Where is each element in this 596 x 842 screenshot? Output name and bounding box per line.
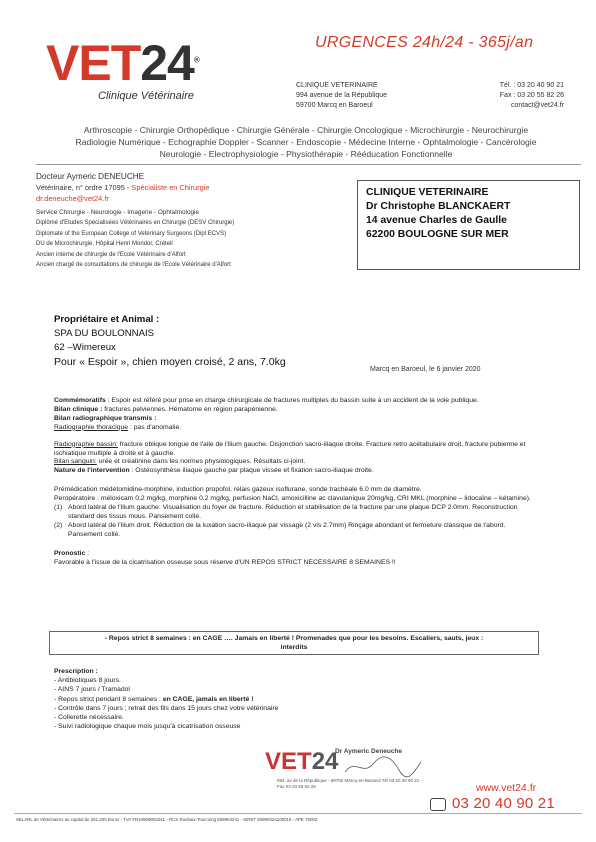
- clinic-city: 59700 Marcq en Baroeul: [296, 102, 373, 109]
- logo-wordmark: [46, 35, 226, 91]
- step-text: Abord latéral de l'ilium gauche. Visualisation du foyer de fracture. Réduction et stabilisation de la fracture par une plaque DCP 2.0mm. Reconstruction standard des tissus mous. Pansement collé.: [68, 504, 518, 520]
- prescription-item-emphasis: en CAGE, jamais en liberté !: [162, 695, 254, 703]
- owner-title: Propriétaire et Animal :: [54, 314, 160, 325]
- report-step: [54, 522, 532, 540]
- clinic-address: [296, 81, 387, 111]
- credential-item: Diplômé d'Etudes Spécialisées Vétérinaires en Chirurgie (DESV Chirurgie): [36, 220, 235, 226]
- doctor-name: Docteur Aymeric DENEUCHE: [36, 172, 145, 181]
- clinic-email[interactable]: contact@vet24.fr: [510, 102, 564, 109]
- doctor-order-number: Vétérinaire, n° ordre 17095 -: [36, 183, 132, 192]
- letter-date: Marcq en Baroeul, le 6 janvier 2020: [370, 366, 481, 373]
- signature-name: Dr Aymeric Deneuche: [335, 748, 403, 755]
- signature-scribble: [343, 754, 423, 780]
- report-pronostic-text: Favorable à l'issue de la cicatrisation osseuse sous réserve d'UN REPOS STRICT NECESSAIRE 8 SEMAINES !!: [54, 558, 396, 566]
- step-text: Abord latéral de l'ilium droit. Réduction de la luxation sacro-iliaque par vissage (2 vis 2.7mm) Rinçage abondant et fermeture classique de l'abord. Pansement collé.: [68, 521, 506, 538]
- report-bilan-sanguin: [54, 458, 532, 467]
- report-label: Bilan sanguin:: [54, 458, 97, 466]
- recipient-line: CLINIQUE VETERINAIRE: [366, 187, 489, 198]
- owner-location: 62 –Wimereux: [54, 342, 116, 353]
- report-radio-bassin: [54, 441, 532, 459]
- step-number: (1): [54, 504, 63, 512]
- report-bilan-radio: Bilan radiographique transmis :: [54, 414, 157, 422]
- prescription-item: - Suivi radiologique chaque mois jusqu'à cicatrisation osseuse: [54, 723, 241, 731]
- report-label: Radiographie thoracique: [54, 423, 129, 431]
- recipient-line: 62200 BOULOGNE SUR MER: [366, 229, 509, 240]
- prescription-item: - Contrôle dans 7 jours ; retrait des fils dans 15 jours chez votre vétérinaire: [54, 704, 279, 712]
- prescription-item-text: - Repos strict pendant 8 semaines :: [54, 695, 163, 703]
- report-pronostic-label: [54, 550, 532, 559]
- report-text: urée et créatinine dans les normes physiologiques. Résultats ci-joint.: [96, 458, 306, 466]
- specialties-line: Radiologie Numérique - Echographie Doppler - Scanner - Endoscopie - Médecine Interne - Ophtalmologie - Cancérologie: [75, 137, 537, 147]
- logo-24-text: 24: [140, 35, 194, 91]
- clinic-stamp: [265, 748, 425, 803]
- doctor-email[interactable]: dr.deneuche@vet24.fr: [36, 194, 109, 203]
- credential-item: DU de Microchirurgie, Hôpital Henri Mondor, Créteil: [36, 241, 173, 247]
- prescription-block: [54, 667, 278, 731]
- logo-vet-text: VET: [46, 35, 141, 91]
- stamp-vet-text: VET: [265, 748, 312, 775]
- report-bilan-clinique: [54, 406, 532, 415]
- report-radio-thorax: [54, 424, 532, 433]
- clinic-name: CLINIQUE VETERINAIRE: [296, 82, 378, 89]
- website-link[interactable]: www.vet24.fr: [476, 782, 537, 794]
- prescription-item: - Collerette nécessaire.: [54, 714, 124, 722]
- clinic-contact: [462, 81, 564, 111]
- header-divider: [36, 164, 581, 165]
- stamp-24-text: 24: [311, 748, 339, 775]
- report-text: : Espoir est référé pour prise en charge chirurgicale de fractures multiples du bassin suite à un accident de la voie publique.: [105, 397, 479, 404]
- report-peroperatoire: Peropératoire : méloxicam 0.2 mg/kg, morphine 0.2 mg/kg, perfusion NaCl, amoxicilline ac clavulanique 20mg/kg, CRI MKL (morphine – lidocaïne – kétamine).: [54, 495, 531, 503]
- logo-registered-mark: ®: [193, 55, 199, 65]
- report-label: Radiographie bassin:: [54, 440, 118, 448]
- clinic-tel: Tél. : 03 20 40 90 21: [499, 82, 564, 89]
- prescription-item: - AINS 7 jours / Tramadol: [54, 686, 130, 694]
- rest-instructions-box: [49, 631, 539, 655]
- legal-footer: SELARL de Vétérinaires au capital de 251.200 Euros - TVA FR44509903241 - RCS Roubaix-Tourcoing 509903241 - SIRET 50990324100016 - APE 7500Z: [16, 817, 318, 822]
- report-label: Commémoratifs: [54, 397, 106, 404]
- doctor-block: [36, 171, 234, 271]
- report-label: Pronostic: [54, 549, 86, 557]
- owner-name: SPA DU BOULONNAIS: [54, 328, 155, 339]
- step-number: (2): [54, 521, 63, 529]
- phone-icon: [430, 798, 446, 811]
- report-premedication: Prémédication médétomidine-morphine, induction propofol, relais gazeux isoflurane, sonde trachéale 6.0 mm de diamètre.: [54, 486, 422, 494]
- prescription-item: - Antibiotiques 8 jours.: [54, 677, 121, 685]
- report-text: : Ostéosynthèse iliaque gauche par plaque vissée et fixation sacro-iliaque droite.: [129, 467, 374, 475]
- specialties-line: Neurologie - Electrophysiologie - Physiothérapie - Rééducation Fonctionnelle: [159, 149, 453, 159]
- rest-line: interdits: [280, 644, 308, 651]
- report-label: Nature de l'intervention: [54, 467, 130, 475]
- doctor-order: [36, 182, 234, 193]
- urgences-banner: URGENCES 24h/24 - 365j/an: [315, 34, 534, 51]
- report-text: fracture oblique longue de l'aile de l'ilium gauche. Disjonction sacro-iliaque droite. Fracture retro acétabulaire droit, fracture pubienne et ischiatique multiple à droite et à gauche.: [54, 440, 526, 457]
- owner-animal-block: [54, 313, 286, 369]
- surgical-report: [54, 397, 532, 568]
- specialties-line: Arthroscopie - Chirurgie Orthopédique - Chirurgie Générale - Chirurgie Oncologique - Microchirurgie - Neurochirurgie: [83, 125, 529, 135]
- recipient-line: 14 avenue Charles de Gaulle: [366, 215, 507, 226]
- doctor-credentials: [36, 218, 234, 271]
- report-text: fractures pelviennes. Hématome en région parapénienne.: [102, 405, 278, 413]
- stamp-address: 994, av de la République - 59700 Marcq-en-Baroeul Tél 03 20 40 90 21 - Fax 03 20 55 82 26: [277, 778, 423, 789]
- clinic-street: 994 avenue de la République: [296, 92, 388, 99]
- rest-line: - Repos strict 8 semaines : en CAGE …. Jamais en liberté ! Promenades que pour les besoins. Escaliers, sauts, jeux :: [104, 635, 484, 642]
- report-nature-intervention: [54, 467, 532, 476]
- prescription-item: [54, 695, 278, 704]
- report-commemoratifs: [54, 397, 532, 406]
- report-step: [54, 504, 532, 522]
- vet24-logo: [46, 35, 226, 118]
- clinic-fax: Fax : 03 20 55 82 26: [499, 92, 564, 99]
- phone-number[interactable]: [430, 795, 555, 812]
- footer-divider: [14, 813, 582, 814]
- credential-item: Ancien interne de chirurgie de l'Ecole Vétérinaire d'Alfort: [36, 251, 186, 258]
- specialties-list: [36, 124, 576, 160]
- report-text: : pas d'anomalie.: [128, 423, 182, 431]
- report-label: Bilan clinique :: [54, 405, 103, 413]
- credential-item: Diplomate of the European College of Veterinary Surgeons (Dipl ECVS): [36, 230, 227, 237]
- recipient-address-box: [357, 180, 580, 270]
- prescription-title: Prescription :: [54, 668, 98, 675]
- doctor-service: Service Chirurgie - Neurologie - Imagerie - Ophtalmologie: [36, 209, 200, 216]
- credential-item: Ancien chargé de consultations de chirurgie de l'Ecole Vétérinaire d'Alfort: [36, 262, 231, 268]
- phone-text: 03 20 40 90 21: [452, 795, 555, 812]
- logo-subtitle: Clinique Vétérinaire: [98, 90, 194, 102]
- recipient-line: Dr Christophe BLANCKAERT: [366, 201, 511, 212]
- animal-description: Pour « Espoir », chien moyen croisé, 2 ans, 7.0kg: [54, 356, 286, 368]
- report-label-tail: :: [85, 549, 90, 557]
- doctor-specialty: Spécialiste en Chirurgie: [131, 183, 210, 192]
